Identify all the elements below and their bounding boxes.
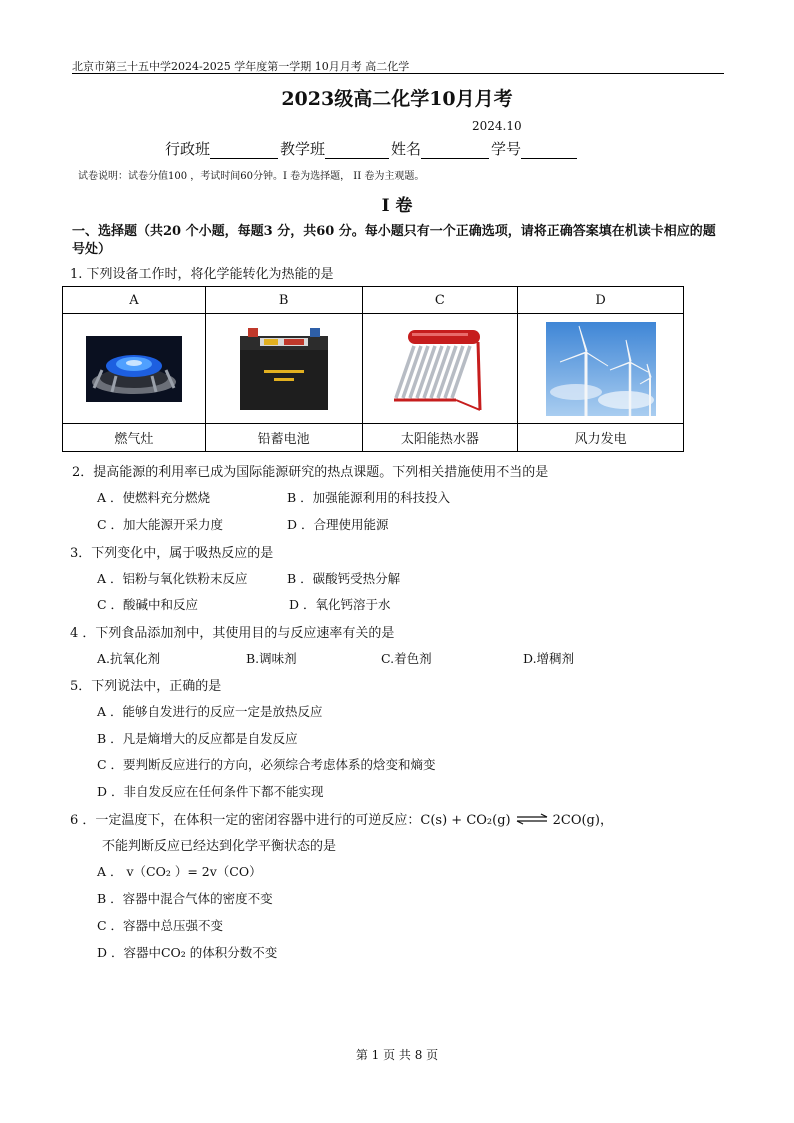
name-gas-stove: 燃气灶: [63, 424, 206, 452]
section-title: I 卷: [381, 196, 413, 216]
reversible-arrow-icon: [515, 813, 549, 825]
question-3-option-b: B ．碳酸钙受热分解: [287, 571, 401, 586]
gas-stove-icon: [86, 336, 182, 402]
exam-title: 2023级高二化学10月月考: [281, 88, 513, 110]
question-1-table: [62, 286, 684, 452]
question-2-option-d: D ．合理使用能源: [287, 517, 389, 532]
field-label-student-id: 学号: [491, 140, 522, 158]
question-4-option-d: D.增稠剂: [523, 651, 575, 666]
field-label-teaching-class: 教学班: [280, 140, 326, 158]
column-d-header: D: [518, 287, 684, 314]
question-5-option-c: C ．要判断反应进行的方向，必须综合考虑体系的焓变和熵变: [97, 757, 436, 772]
question-3-option-c: C ．酸碱中和反应: [97, 597, 199, 612]
question-4-option-b: B.调味剂: [246, 651, 297, 666]
field-label-class: 行政班: [165, 140, 211, 158]
name-wind-power: 风力发电: [518, 424, 684, 452]
column-b-header: B: [205, 287, 362, 314]
solar-water-heater-icon: [390, 326, 490, 412]
solar-water-heater-cell: [362, 314, 518, 424]
lead-acid-battery-cell: [205, 314, 362, 424]
column-c-header: C: [362, 287, 518, 314]
gas-stove-cell: [63, 314, 206, 424]
question-3-stem: 3．下列变化中，属于吸热反应的是: [70, 546, 274, 561]
field-blank-student-id[interactable]: [521, 142, 577, 159]
question-1-stem: 1. 下列设备工作时，将化学能转化为热能的是: [70, 267, 334, 282]
wind-turbine-icon: [546, 322, 656, 416]
question-2-option-b: B ．加强能源利用的科技投入: [287, 490, 451, 505]
question-6-stem-line2: 不能判断反应已经达到化学平衡状态的是: [102, 839, 337, 854]
question-5-option-d: D ．非自发反应在任何条件下都不能实现: [97, 784, 324, 799]
name-solar-water-heater: 太阳能热水器: [362, 424, 518, 452]
question-5-option-a: A ．能够自发进行的反应一定是放热反应: [97, 704, 323, 719]
field-blank-teaching-class[interactable]: [325, 142, 389, 159]
field-blank-class[interactable]: [210, 142, 278, 159]
question-6-option-a: A ． v（CO₂ ）= 2v（CO）: [97, 864, 262, 879]
question-3-option-a: A ．铝粉与氧化铁粉末反应: [97, 571, 248, 586]
question-6-stem-line1: [70, 809, 613, 828]
question-5-option-b: B ．凡是熵增大的反应都是自发反应: [97, 731, 298, 746]
part1-heading: 一、选择题（共20 个小题，每题3 分，共60 分。每小题只有一个正确选项，请将正确答案填在机读卡相应的题号处）: [72, 224, 716, 257]
question-3-option-d: D ．氧化钙溶于水: [289, 597, 391, 612]
lead-acid-battery-icon: [234, 324, 334, 414]
header-school-line: 北京市第三十五中学2024-2025 学年度第一学期 10月月考 高二化学: [72, 60, 410, 73]
question-6-stem-part2: 2CO(g)，: [552, 813, 613, 828]
field-label-name: 姓名: [391, 140, 422, 158]
question-2-option-c: C ．加大能源开采力度: [97, 517, 224, 532]
name-lead-acid-battery: 铅蓄电池: [205, 424, 362, 452]
question-4-option-c: C.着色剂: [381, 651, 432, 666]
question-6-option-d: D ．容器中CO₂ 的体积分数不变: [97, 945, 278, 960]
question-2-option-a: A ．使燃料充分燃烧: [97, 490, 211, 505]
exam-date: 2024.10: [472, 119, 522, 133]
field-blank-name[interactable]: [421, 142, 489, 159]
page-footer: 第 1 页 共 8 页: [355, 1048, 439, 1062]
exam-note: 试卷说明：试卷分值100 ，考试时间60分钟。I 卷为选择题， II 卷为主观题。: [78, 171, 425, 182]
question-4-option-a: A.抗氧化剂: [97, 651, 161, 666]
question-4-stem: 4 ．下列食品添加剂中，其使用目的与反应速率有关的是: [70, 626, 395, 641]
column-a-header: A: [63, 287, 206, 314]
student-info-line: [165, 138, 579, 159]
question-5-stem: 5．下列说法中，正确的是: [70, 679, 222, 694]
question-6-stem-part1: 6 ．一定温度下，在体积一定的密闭容器中进行的可逆反应：C(s) + CO₂(g): [70, 813, 511, 828]
question-6-option-b: B ．容器中混合气体的密度不变: [97, 891, 273, 906]
question-6-option-c: C ．容器中总压强不变: [97, 918, 224, 933]
question-2-stem: 2．提高能源的利用率已成为国际能源研究的热点课题。下列相关措施使用不当的是: [72, 465, 549, 480]
wind-turbine-cell: [518, 314, 684, 424]
header-divider: [72, 73, 724, 74]
